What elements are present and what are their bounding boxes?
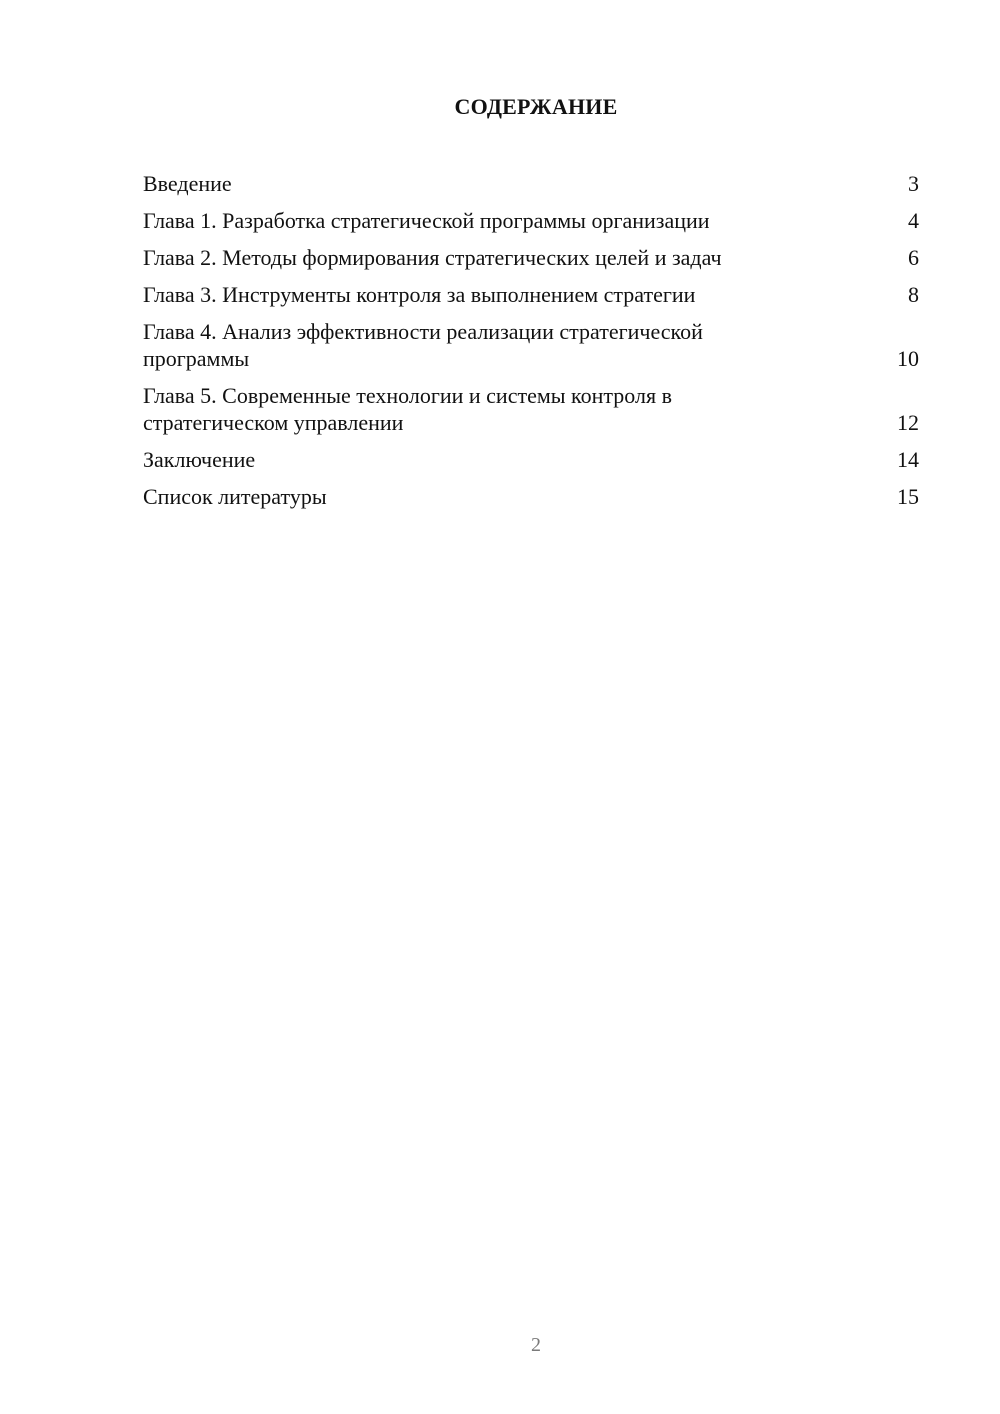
toc-entry-chapter-3 [143,281,919,308]
toc-entry-label: Глава 5. Современные технологии и системы контроля в стратегическом управлении [143,383,672,435]
toc-entry-page-number: 14 [897,447,919,472]
toc-entry-page-number: 10 [897,346,919,371]
toc-entry-label: Заключение [143,447,256,472]
toc-entry-label: Глава 4. Анализ эффективности реализации стратегической программы [143,319,703,371]
page-number: 2 [531,1334,541,1356]
toc-entry-page-number: 8 [908,282,919,307]
toc-entry-page-number: 4 [908,208,919,233]
toc-entry-page-number: 12 [897,410,919,435]
toc-entry-chapter-4 [143,318,919,372]
table-of-contents [143,170,919,520]
toc-entry-introduction [143,170,919,197]
toc-entry-page-number: 6 [908,245,919,270]
toc-entry-label: Введение [143,171,232,196]
toc-entry-conclusion [143,446,919,473]
toc-entry-label: Глава 2. Методы формирования стратегических целей и задач [143,245,722,270]
toc-entry-page-number: 15 [897,484,919,509]
toc-entry-page-number: 3 [908,171,919,196]
toc-entry-label: Глава 1. Разработка стратегической программы организации [143,208,710,233]
toc-title: СОДЕРЖАНИЕ [454,94,618,119]
toc-entry-chapter-2 [143,244,919,271]
toc-entry-label: Список литературы [143,484,327,509]
toc-entry-chapter-1 [143,207,919,234]
toc-entry-label: Глава 3. Инструменты контроля за выполнением стратегии [143,282,696,307]
toc-entry-bibliography [143,483,919,510]
toc-entry-chapter-5 [143,382,919,436]
